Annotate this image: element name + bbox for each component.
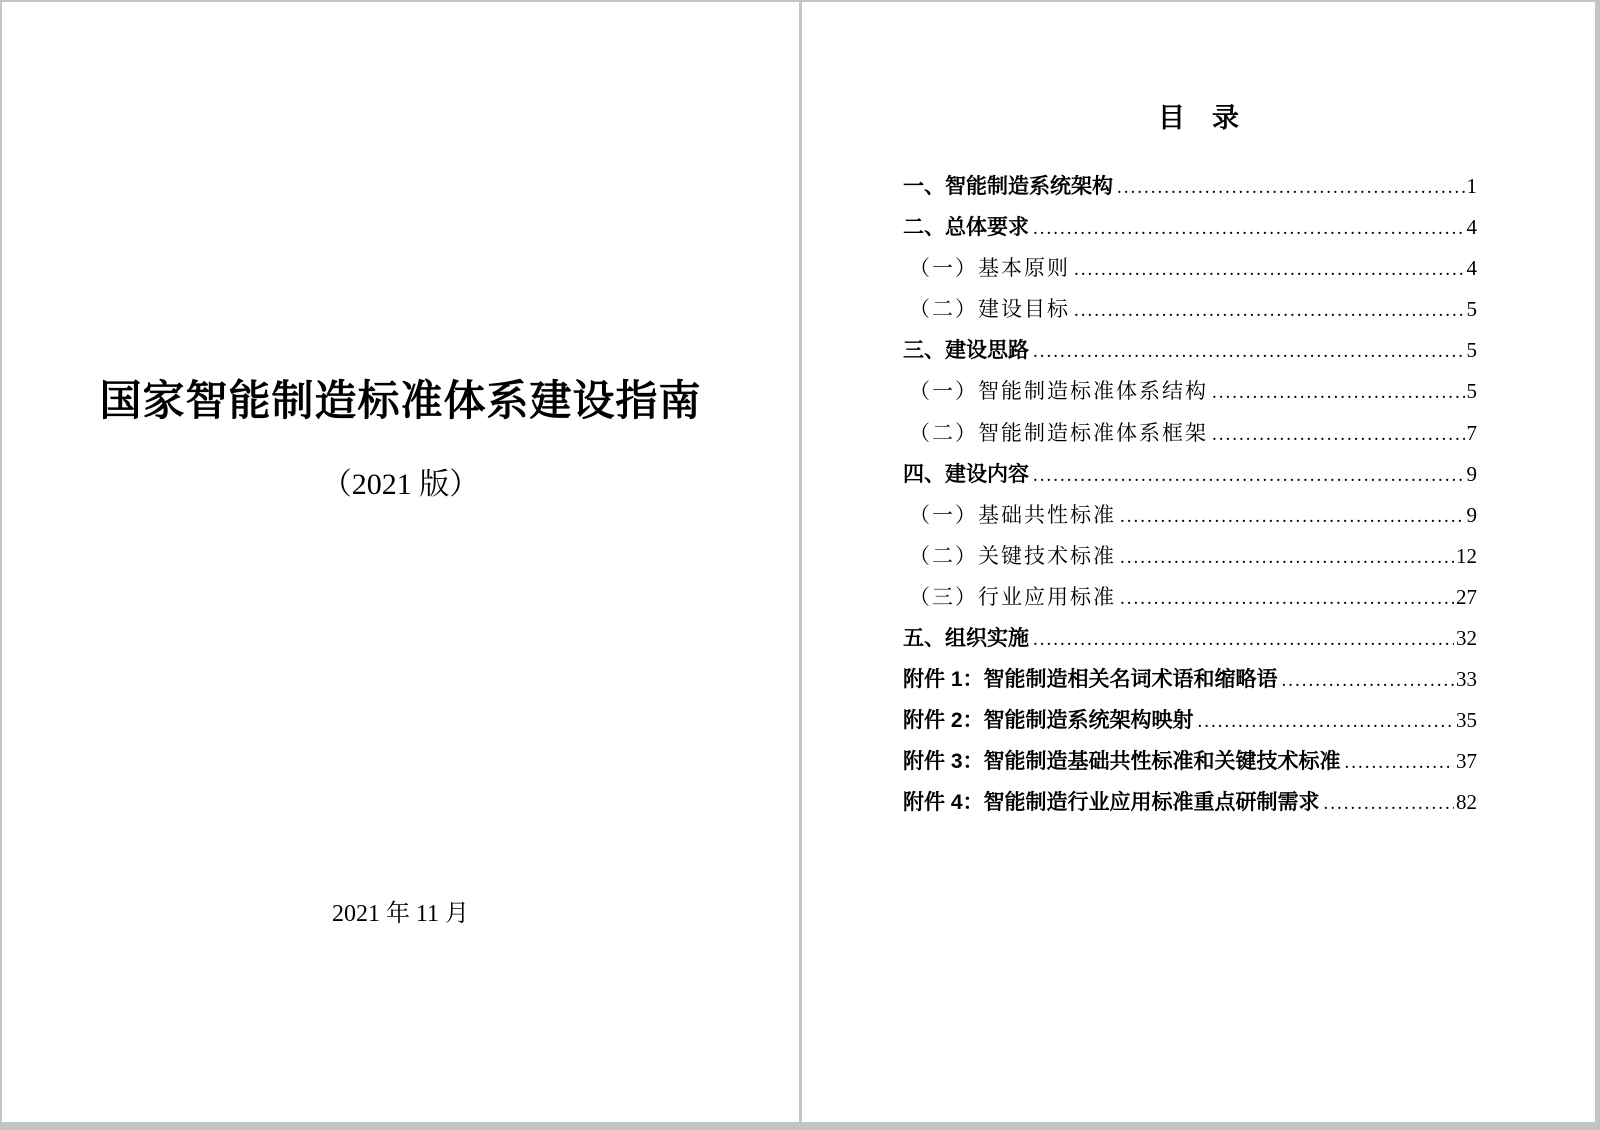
toc-entry-label: 附件 3：智能制造基础共性标准和关键技术标准 <box>903 750 1341 774</box>
toc-dot-leader <box>1074 249 1465 290</box>
toc-entry <box>903 454 1477 495</box>
toc-page-number: 35 <box>1456 708 1477 733</box>
toc-entry <box>903 659 1477 700</box>
toc-page-number: 27 <box>1456 584 1477 609</box>
publication-date: 2021 年 11 月 <box>331 901 470 927</box>
document-title: 国家智能制造标准体系建设指南 <box>99 377 702 424</box>
toc-entry <box>903 166 1477 207</box>
toc-entry <box>903 741 1477 782</box>
toc-page-number: 82 <box>1456 790 1477 815</box>
toc-dot-leader <box>1033 455 1465 496</box>
toc-entry-label: 二、总体要求 <box>903 216 1029 240</box>
toc-entry <box>903 495 1477 536</box>
toc-entry-label: （二）关键技术标准 <box>909 543 1116 568</box>
toc-entry-label: （二）建设目标 <box>909 297 1070 322</box>
toc-dot-leader <box>1120 496 1465 537</box>
toc-entry-label: （一）基本原则 <box>909 256 1070 281</box>
toc-entry <box>903 700 1477 741</box>
toc-entry <box>903 577 1477 618</box>
toc-entry <box>903 248 1477 289</box>
toc-page-number: 33 <box>1456 667 1477 692</box>
toc-dot-leader <box>1282 660 1454 701</box>
toc-heading: 目 录 <box>1158 103 1239 133</box>
toc-dot-leader <box>1033 619 1454 660</box>
toc-entry-label: （二）智能制造标准体系框架 <box>909 420 1208 445</box>
toc-dot-leader <box>1198 701 1454 742</box>
toc-entry <box>903 618 1477 659</box>
toc-page-number: 37 <box>1456 749 1477 774</box>
toc-page <box>802 2 1595 1122</box>
toc-entry <box>903 207 1477 248</box>
toc-entry <box>903 536 1477 577</box>
toc-dot-leader <box>1120 578 1454 619</box>
toc-page-number: 7 <box>1466 420 1477 445</box>
toc-dot-leader <box>1212 414 1465 455</box>
toc-entry <box>903 330 1477 371</box>
toc-entry <box>903 413 1477 454</box>
toc-page-number: 9 <box>1466 502 1477 527</box>
toc-page-number: 9 <box>1466 461 1477 486</box>
toc-entry-label: （三）行业应用标准 <box>909 584 1116 609</box>
toc-entry-label: （一）基础共性标准 <box>909 502 1116 527</box>
toc-entry-label: 附件 4：智能制造行业应用标准重点研制需求 <box>903 791 1320 815</box>
toc-dot-leader <box>1120 537 1454 578</box>
toc-page-number: 12 <box>1456 543 1477 568</box>
toc-entry <box>903 289 1477 330</box>
toc-entry-label: （一）智能制造标准体系结构 <box>909 379 1208 404</box>
edition-label: （2021 版） <box>321 468 480 501</box>
toc-page-number: 4 <box>1466 256 1477 281</box>
toc-entry-label: 一、智能制造系统架构 <box>903 175 1113 198</box>
toc-dot-leader <box>1324 783 1454 824</box>
toc-entry <box>903 782 1477 823</box>
toc-page-number: 5 <box>1466 379 1477 404</box>
toc-dot-leader <box>1212 372 1465 413</box>
toc-page-number: 5 <box>1466 338 1477 363</box>
toc-page-number: 4 <box>1466 215 1477 240</box>
toc-entry-label: 附件 1：智能制造相关名词术语和缩略语 <box>903 668 1278 692</box>
toc-dot-leader <box>1033 208 1465 249</box>
toc-page-number: 32 <box>1456 626 1477 651</box>
toc-entry-label: 四、建设内容 <box>903 462 1029 486</box>
toc-dot-leader <box>1117 167 1465 208</box>
toc-dot-leader <box>1033 331 1465 372</box>
toc-entry <box>903 371 1477 412</box>
toc-page-number: 1 <box>1466 174 1477 198</box>
toc-entry-label: 三、建设思路 <box>903 339 1029 363</box>
cover-page <box>2 2 799 1122</box>
toc-page-number: 5 <box>1466 297 1477 322</box>
toc-list <box>903 166 1477 824</box>
toc-dot-leader <box>1345 742 1454 783</box>
toc-entry-label: 附件 2：智能制造系统架构映射 <box>903 709 1194 733</box>
toc-dot-leader <box>1074 290 1465 331</box>
toc-entry-label: 五、组织实施 <box>903 627 1029 651</box>
